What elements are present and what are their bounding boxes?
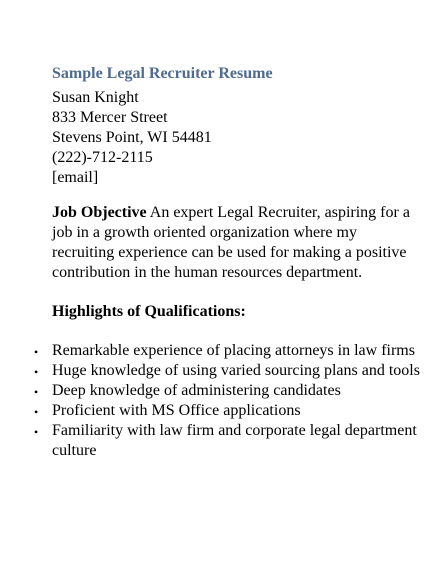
list-item-text: Remarkable experience of placing attorneys in law firms	[52, 342, 415, 359]
bullet-icon: •	[34, 425, 39, 439]
job-objective-label: Job Objective	[52, 204, 147, 221]
list-item	[34, 421, 422, 461]
bullet-icon: •	[34, 405, 39, 419]
contact-city-state-zip: Stevens Point, WI 54481	[52, 129, 212, 146]
document-title: Sample Legal Recruiter Resume	[52, 65, 273, 82]
list-item	[34, 401, 422, 421]
bullet-icon: •	[34, 365, 39, 379]
resume-page	[34, 62, 422, 461]
contact-phone: (222)-712-2115	[52, 149, 153, 166]
list-item-text: Familiarity with law firm and corporate legal department culture	[52, 422, 417, 459]
job-objective-text: An expert Legal Recruiter, aspiring for a job in a growth oriented organization where my recruiting experience can be used for making a positive contribution in the human resources department.	[52, 204, 410, 281]
highlights-heading: Highlights of Qualifications:	[52, 303, 246, 320]
highlights-list	[34, 341, 422, 461]
contact-email: [email]	[52, 169, 99, 186]
contact-street: 833 Mercer Street	[52, 109, 168, 126]
bullet-icon: •	[34, 385, 39, 399]
contact-block	[52, 88, 422, 188]
bullet-icon: •	[34, 345, 39, 359]
list-item	[34, 381, 422, 401]
list-item-text: Deep knowledge of administering candidates	[52, 382, 341, 399]
job-objective	[52, 203, 422, 283]
contact-name: Susan Knight	[52, 89, 139, 106]
list-item	[34, 341, 422, 361]
list-item-text: Huge knowledge of using varied sourcing plans and tools	[52, 362, 420, 379]
list-item-text: Proficient with MS Office applications	[52, 402, 301, 419]
list-item	[34, 361, 422, 381]
